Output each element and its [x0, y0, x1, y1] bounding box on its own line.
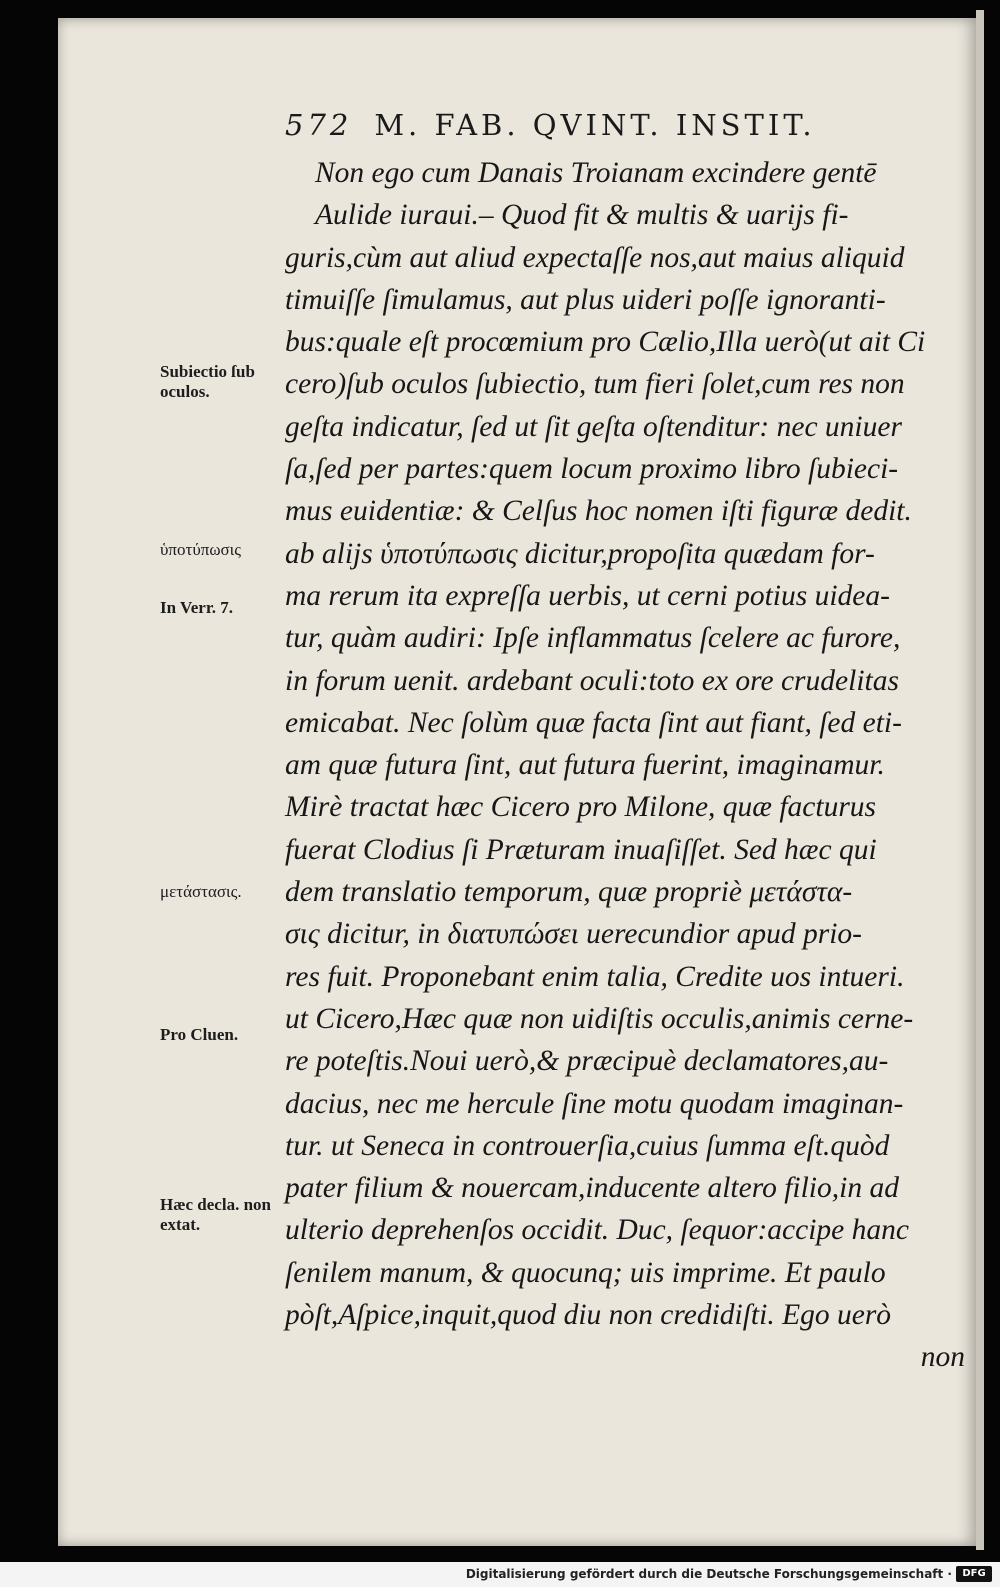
- text-line: pater filium & nouercam,inducente altero filio,in ad: [285, 1172, 899, 1205]
- dfg-logo-icon: DFG: [956, 1566, 992, 1582]
- text-line: σις dicitur, in διατυπώσει uerecundior apud prio-: [285, 918, 862, 951]
- margin-note-haec-decla: Hæc decla. non extat.: [160, 1195, 271, 1234]
- body-text: [285, 152, 975, 1379]
- footer-bar: [0, 1562, 1000, 1587]
- text-line: fuerat Clodius ſi Præturam inuaſiſſet. Sed hæc qui: [285, 833, 877, 866]
- text-line: pòſt,Aſpice,inquit,quod diu non credidiſti. Ego uerò: [285, 1299, 892, 1332]
- text-line: ut Cicero,Hæc quæ non uidiſtis occulis,animis cerne-: [285, 1002, 914, 1035]
- text-line: cero)ſub oculos ſubiectio, tum fieri ſolet,cum res non: [285, 368, 905, 401]
- text-line: ab alijs ὑποτύπωσις dicitur,propoſita quædam for-: [285, 537, 875, 570]
- text-line: tur, quàm audiri: Ipſe inflammatus ſcelere ac furore,: [285, 622, 901, 655]
- text-line: res fuit. Proponebant enim talia, Credite uos intueri.: [285, 960, 905, 993]
- text-line: tur. ut Seneca in controuerſia,cuius ſumma eſt.quòd: [285, 1129, 890, 1162]
- text-line: bus:quale eſt procœmium pro Cælio,Illa uerò(ut ait Ci: [285, 326, 926, 359]
- catchword: non: [920, 1341, 965, 1374]
- text-line: emicabat. Nec ſolùm quæ facta ſint aut fiant, ſed eti-: [285, 706, 902, 739]
- page-edge: [976, 10, 984, 1550]
- text-line: in forum uenit. ardebant oculi:toto ex ore crudelitas: [285, 664, 899, 697]
- page-number: 572: [285, 108, 353, 142]
- text-line: geſta indicatur, ſed ut ſit geſta oſtenditur: nec uniuer: [285, 410, 902, 443]
- text-line: ſa,ſed per partes:quem locum proximo libro ſubieci-: [285, 453, 899, 486]
- text-line: ulterio deprehenſos occidit. Duc, ſequor:accipe hanc: [285, 1214, 909, 1247]
- funding-credit: Digitalisierung gefördert durch die Deutsche Forschungsgemeinschaft ·: [465, 1567, 952, 1581]
- running-head: [285, 108, 925, 148]
- margin-note-subiectio: Subiectio ſub oculos.: [160, 362, 255, 401]
- text-line: mus euidentiæ: & Celſus hoc nomen iſti figuræ dedit.: [285, 495, 912, 528]
- text-line: re poteſtis.Noui uerò,& præcipuè declamatores,au-: [285, 1045, 889, 1078]
- text-line: Non ego cum Danais Troianam excindere gentē: [315, 157, 877, 189]
- text-line: dem translatio temporum, quæ propriè μετάστα-: [285, 876, 853, 909]
- text-line: ma rerum ita expreſſa uerbis, ut cerni potius uidea-: [285, 579, 890, 612]
- text-line: Aulide iuraui.– Quod fit & multis & uarijs fi-: [315, 199, 849, 232]
- text-line: ſenilem manum, & quocunq; uis imprime. Et paulo: [285, 1256, 886, 1289]
- margin-note-metastasis: μετάστασις.: [160, 882, 242, 901]
- text-line: dacius, nec me hercule ſine motu quodam imaginan-: [285, 1087, 904, 1120]
- text-line: guris,cùm aut aliud expectaſſe nos,aut maius aliquid: [285, 241, 905, 274]
- text-line: timuiſſe ſimulamus, aut plus uideri poſſe ignoranti-: [285, 283, 886, 316]
- text-line: Mirè tractat hæc Cicero pro Milone, quæ facturus: [285, 791, 877, 824]
- margin-note-in-verr: In Verr. 7.: [160, 598, 234, 617]
- margin-note-hypotyposis: ὑποτύπωσις: [160, 540, 241, 559]
- text-line: am quæ futura ſint, aut futura fuerint, imaginamur.: [285, 749, 885, 782]
- running-title: M. FAB. QVINT. INSTIT.: [374, 108, 816, 142]
- margin-note-pro-cluen: Pro Cluen.: [160, 1025, 239, 1044]
